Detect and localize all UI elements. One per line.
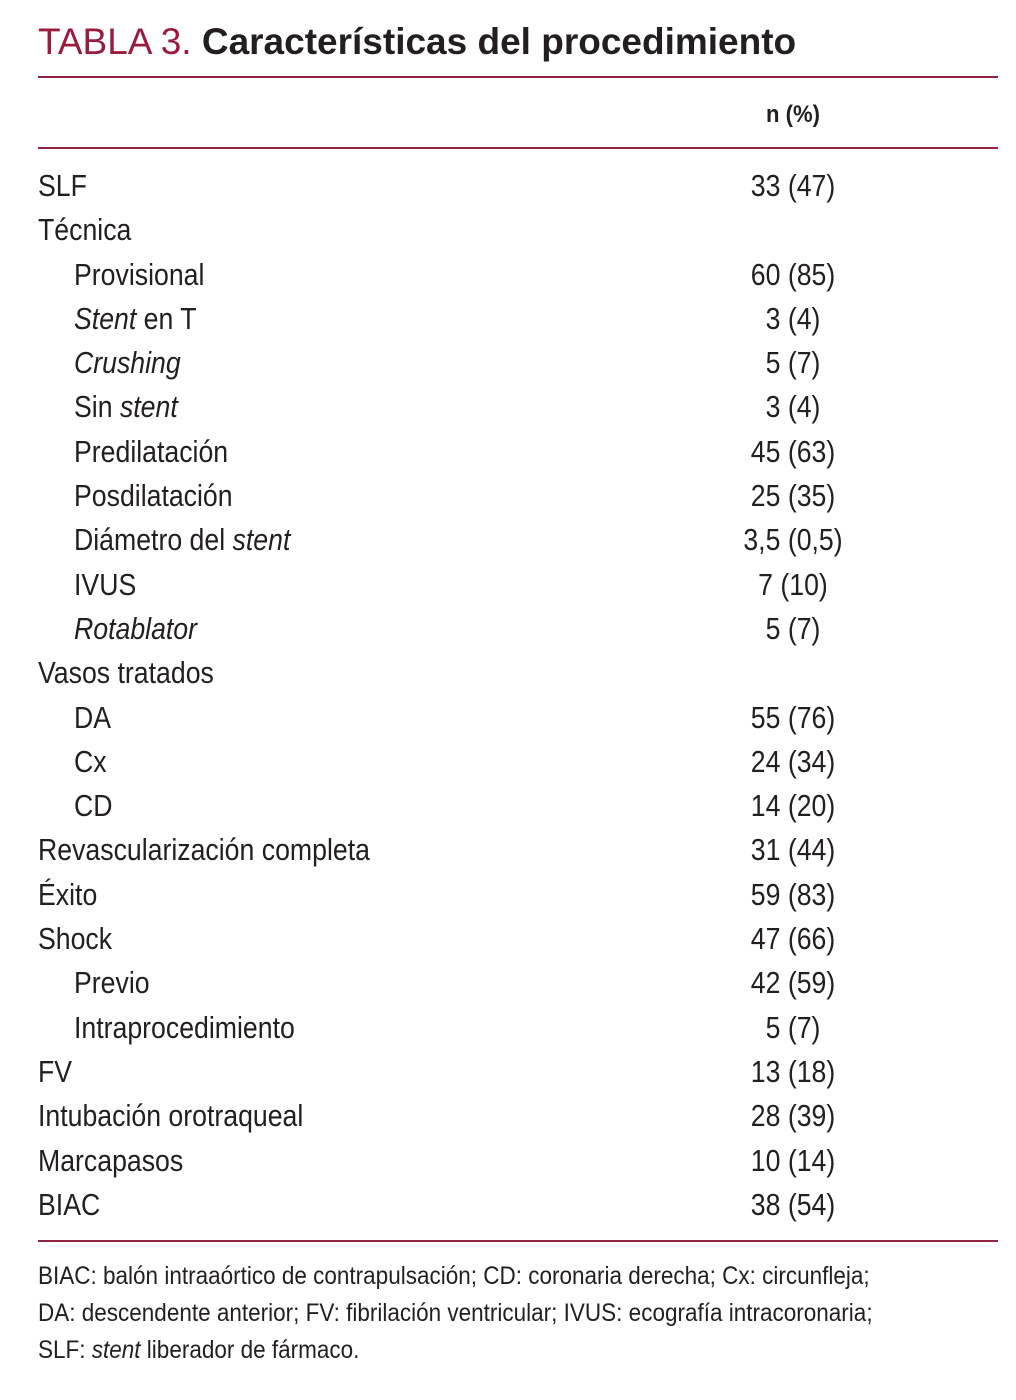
table-row: [38, 1006, 998, 1050]
row-label: Marcapasos: [38, 1142, 184, 1178]
row-label: Vasos tratados: [38, 655, 214, 691]
column-header: n (%): [766, 101, 820, 128]
row-value: 33 (47): [750, 168, 836, 203]
footnote-line: DA: descendente anterior; FV: fibrilación ventricular; IVUS: ecografía intracoronaria;: [38, 1299, 873, 1327]
footnote-italic: stent: [91, 1336, 141, 1364]
row-label-pre: Diámetro del: [74, 522, 233, 558]
row-value: 3 (4): [765, 300, 821, 336]
row-value: 59 (83): [750, 876, 836, 912]
table-row: [38, 784, 998, 828]
row-label: SLF: [38, 168, 87, 203]
table-row: [38, 917, 998, 961]
row-label: Predilatación: [74, 433, 229, 469]
table-row: [38, 1094, 998, 1138]
row-label: Previo: [74, 965, 150, 1001]
table-row: [38, 297, 998, 341]
row-label: [74, 385, 178, 429]
row-value: 5 (7): [765, 610, 821, 646]
header-rule: [38, 147, 998, 149]
row-value: 3,5 (0,5): [743, 522, 843, 558]
title-rule: [38, 76, 998, 78]
footnote-rest: liberador de fármaco.: [140, 1336, 360, 1364]
row-value: 14 (20): [750, 788, 836, 824]
row-label: BIAC: [38, 1186, 101, 1222]
table-row: [38, 1183, 998, 1227]
table-row: [38, 873, 998, 917]
row-label-italic: stent: [119, 389, 178, 425]
table-bottom-rule: [38, 1240, 998, 1242]
row-value: 24 (34): [750, 743, 836, 779]
row-label: DA: [74, 699, 112, 735]
footnote-line: BIAC: balón intraaórtico de contrapulsación; CD: coronaria derecha; Cx: circunfleja;: [38, 1262, 870, 1290]
row-label: Cx: [74, 743, 107, 779]
table-footnote: [38, 1258, 938, 1369]
row-label-italic: Stent: [74, 300, 137, 336]
table-row: [38, 961, 998, 1005]
table-row: [38, 563, 998, 607]
table-row: [38, 208, 998, 252]
footnote-pre: SLF:: [38, 1336, 92, 1364]
table-row: [38, 651, 998, 695]
row-value: 55 (76): [750, 699, 836, 735]
row-value: 5 (7): [765, 345, 821, 381]
row-label: FV: [38, 1053, 73, 1089]
table-row: [38, 474, 998, 518]
row-label-pre: Sin: [74, 389, 120, 425]
row-label: Intubación orotraqueal: [38, 1098, 304, 1134]
row-label-italic: stent: [232, 522, 291, 558]
table-title: [38, 20, 796, 64]
table-row: [38, 341, 998, 385]
row-label: [74, 607, 197, 651]
row-label: Posdilatación: [74, 478, 233, 514]
table-row: [38, 430, 998, 474]
row-label-rest: en T: [136, 300, 197, 336]
row-value: 13 (18): [750, 1053, 836, 1089]
row-value: 7 (10): [758, 566, 828, 602]
row-label: IVUS: [74, 566, 137, 602]
table-body: [38, 164, 998, 1227]
row-label: CD: [74, 788, 113, 824]
table-row: [38, 1050, 998, 1094]
row-label: [74, 518, 290, 562]
row-label: Revascularización completa: [38, 832, 370, 868]
row-value: 60 (85): [750, 256, 836, 292]
row-label-italic: Rotablator: [74, 610, 198, 646]
row-value: 5 (7): [765, 1009, 821, 1045]
row-value: 28 (39): [750, 1098, 836, 1134]
table-title-text: Características del procedimiento: [201, 21, 797, 62]
table-row: [38, 253, 998, 297]
row-value: 45 (63): [750, 433, 836, 469]
table-row: [38, 1139, 998, 1183]
table-row: [38, 164, 998, 208]
table-row: [38, 518, 998, 562]
row-label: [74, 297, 197, 341]
table-row: [38, 828, 998, 872]
row-value: 10 (14): [750, 1142, 836, 1178]
table-row: [38, 607, 998, 651]
row-value: 47 (66): [750, 921, 836, 957]
row-label: Técnica: [38, 212, 132, 248]
row-label: Éxito: [38, 876, 98, 912]
table-row: [38, 385, 998, 429]
row-label: [74, 341, 181, 385]
row-label: Shock: [38, 921, 113, 957]
table-row: [38, 696, 998, 740]
row-value: 3 (4): [765, 389, 821, 425]
table-label: TABLA 3.: [38, 21, 192, 62]
table-row: [38, 740, 998, 784]
row-value: 42 (59): [750, 965, 836, 1001]
row-value: 31 (44): [750, 832, 836, 868]
row-value: 25 (35): [750, 478, 836, 514]
row-label: Provisional: [74, 256, 205, 292]
row-label: Intraprocedimiento: [74, 1009, 295, 1045]
row-label-italic: Crushing: [74, 345, 181, 381]
footnote-line: [38, 1332, 938, 1369]
row-value: 38 (54): [750, 1186, 836, 1222]
